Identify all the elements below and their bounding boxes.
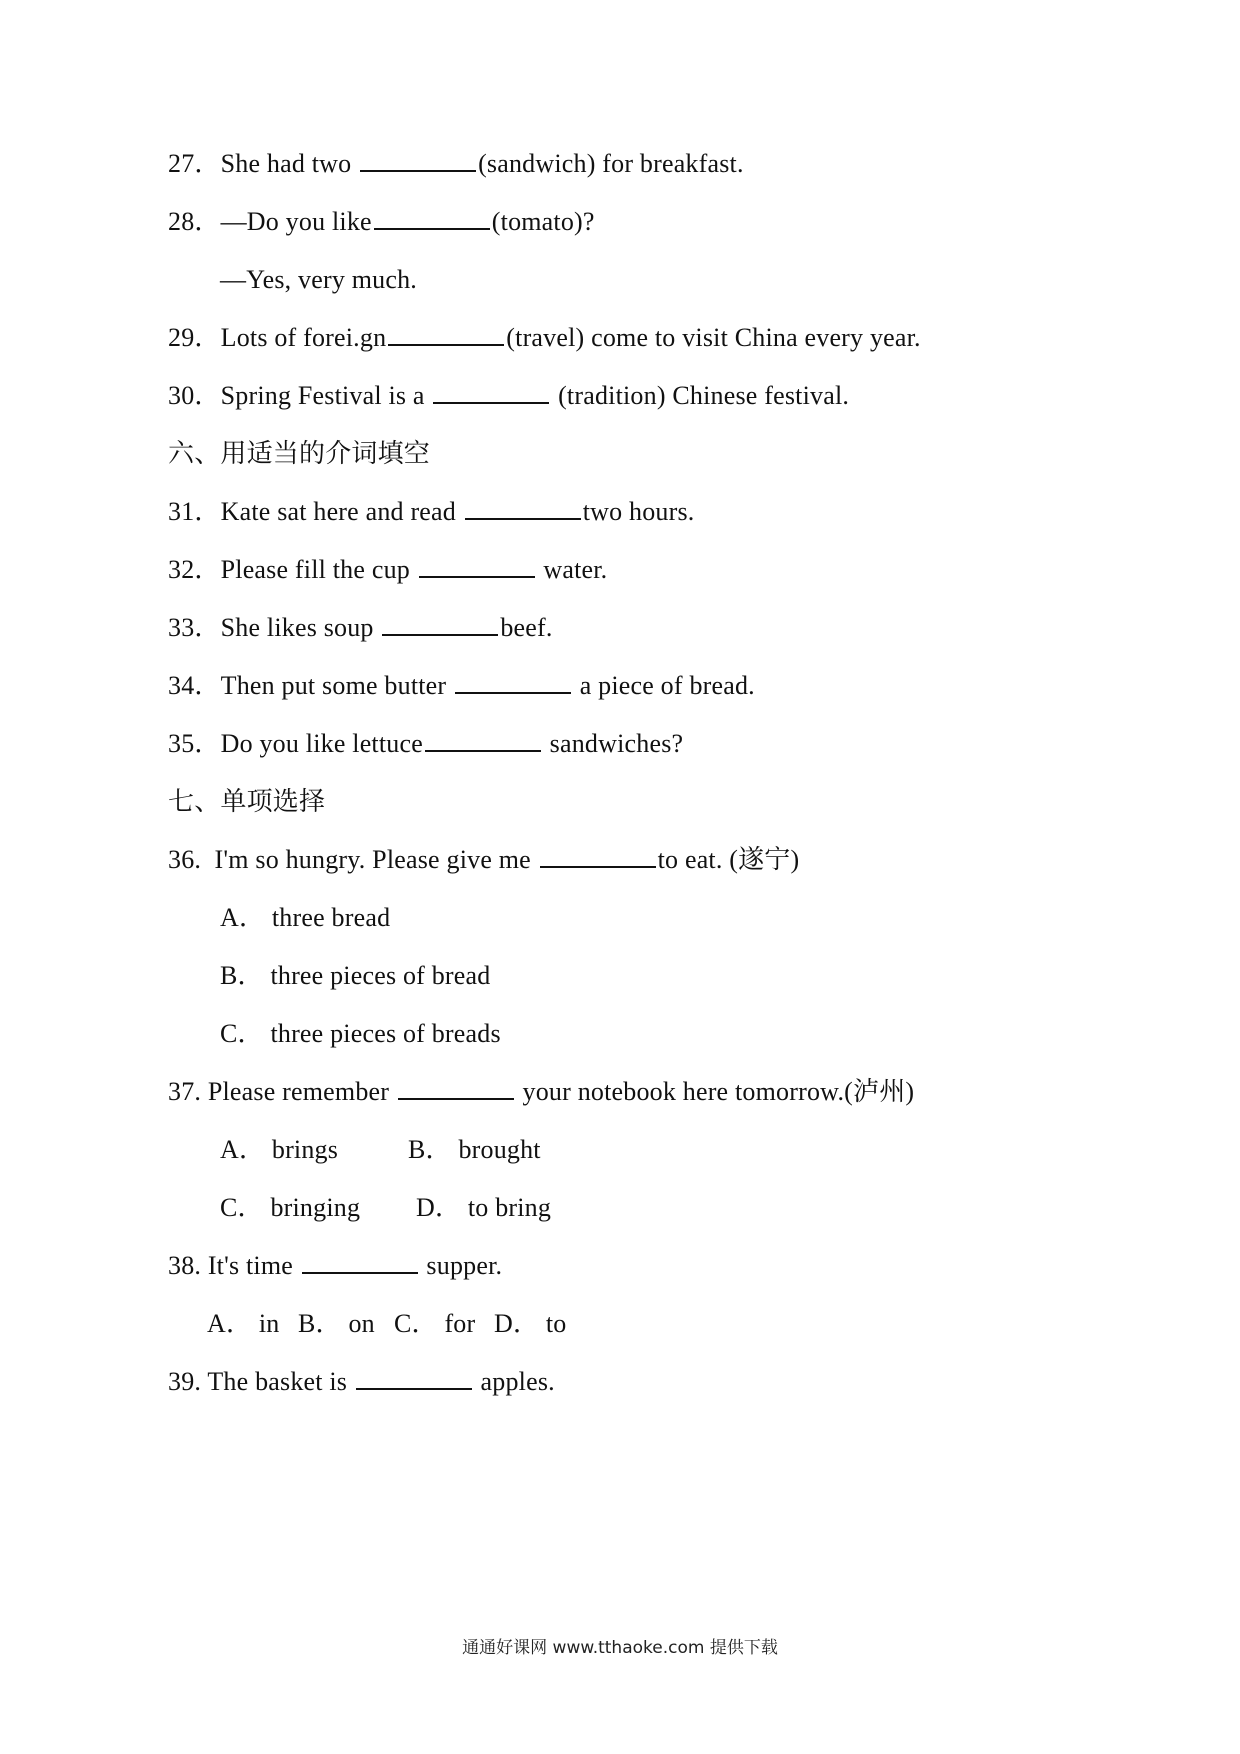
question-text: Please remember — [207, 1077, 390, 1106]
option-c[interactable]: C． three pieces of breads — [220, 1019, 501, 1048]
answer-blank[interactable] — [388, 322, 504, 346]
question-number: 27． — [168, 149, 221, 178]
question-number: 34． — [168, 671, 221, 700]
question-text: sandwiches? — [549, 729, 684, 758]
answer-blank[interactable] — [398, 1076, 514, 1100]
question-text: Spring Festival is a — [220, 381, 425, 410]
question-27 — [168, 148, 744, 180]
question-28-reply — [220, 264, 417, 296]
option-a[interactable]: A． brings — [220, 1135, 339, 1164]
page-footer: 通通好课网 www.tthaoke.com 提供下载 — [462, 1638, 778, 1658]
question-text: (tradition) Chinese festival. — [558, 381, 850, 410]
answer-blank[interactable] — [455, 670, 571, 694]
question-32 — [168, 554, 607, 586]
question-text: beef. — [500, 613, 553, 642]
question-text: your notebook here tomorrow.(泸州) — [522, 1077, 915, 1106]
option-b[interactable]: B． brought — [408, 1135, 541, 1164]
question-text: supper. — [426, 1251, 503, 1280]
question-number: 37. — [168, 1077, 202, 1106]
question-39 — [168, 1366, 555, 1398]
section-heading-6: 六、用适当的介词填空 — [168, 439, 431, 469]
option-a[interactable]: A． three bread — [220, 903, 391, 932]
question-number: 30． — [168, 381, 221, 410]
question-text: Kate sat here and read — [220, 497, 456, 526]
option-b[interactable]: B． three pieces of bread — [220, 961, 491, 990]
question-number: 31． — [168, 497, 221, 526]
answer-blank[interactable] — [382, 612, 498, 636]
answer-blank[interactable] — [360, 148, 476, 172]
option-c[interactable]: C． for — [394, 1309, 476, 1338]
reply-text: —Yes, very much. — [220, 265, 417, 294]
question-text: I'm so hungry. Please give me — [214, 845, 531, 874]
answer-blank[interactable] — [374, 206, 490, 230]
option-d[interactable]: D． to — [494, 1309, 567, 1338]
answer-blank[interactable] — [433, 380, 549, 404]
answer-blank[interactable] — [419, 554, 535, 578]
answer-blank[interactable] — [425, 728, 541, 752]
answer-blank[interactable] — [540, 844, 656, 868]
question-number: 29． — [168, 323, 221, 352]
question-29 — [168, 322, 921, 354]
question-text: Please fill the cup — [220, 555, 410, 584]
question-33 — [168, 612, 553, 644]
question-number: 36. — [168, 845, 202, 874]
question-text: (sandwich) for breakfast. — [478, 149, 744, 178]
option-d[interactable]: D． to bring — [416, 1193, 552, 1222]
option-b[interactable]: B． on — [298, 1309, 375, 1338]
question-35 — [168, 728, 683, 760]
question-number: 33． — [168, 613, 221, 642]
question-number: 28． — [168, 207, 221, 236]
question-36 — [168, 844, 799, 876]
option-a[interactable]: A． in — [207, 1309, 280, 1338]
answer-blank[interactable] — [356, 1366, 472, 1390]
question-text: water. — [543, 555, 608, 584]
question-37 — [168, 1076, 914, 1108]
question-34 — [168, 670, 755, 702]
question-text: to eat. (遂宁) — [657, 845, 800, 874]
question-text: apples. — [480, 1367, 555, 1396]
question-number: 38. — [168, 1251, 202, 1280]
question-text: She likes soup — [220, 613, 374, 642]
question-number: 35． — [168, 729, 221, 758]
question-text: —Do you like — [220, 207, 372, 236]
question-28 — [168, 206, 595, 238]
option-c[interactable]: C． bringing — [220, 1193, 361, 1222]
question-text: Do you like lettuce — [220, 729, 423, 758]
answer-blank[interactable] — [302, 1250, 418, 1274]
question-text: two hours. — [582, 497, 695, 526]
question-text: It's time — [207, 1251, 294, 1280]
question-30 — [168, 380, 849, 412]
question-text: She had two — [220, 149, 352, 178]
question-text: Then put some butter — [220, 671, 447, 700]
question-text: (travel) come to visit China every year. — [506, 323, 921, 352]
question-31 — [168, 496, 694, 528]
question-number: 32． — [168, 555, 221, 584]
question-38 — [168, 1250, 502, 1282]
question-text: (tomato)? — [491, 207, 595, 236]
question-text: a piece of bread. — [579, 671, 755, 700]
section-heading-7: 七、单项选择 — [168, 787, 326, 817]
question-text: Lots of forei.gn — [220, 323, 387, 352]
answer-blank[interactable] — [465, 496, 581, 520]
question-number: 39. — [168, 1367, 202, 1396]
question-text: The basket is — [207, 1367, 348, 1396]
